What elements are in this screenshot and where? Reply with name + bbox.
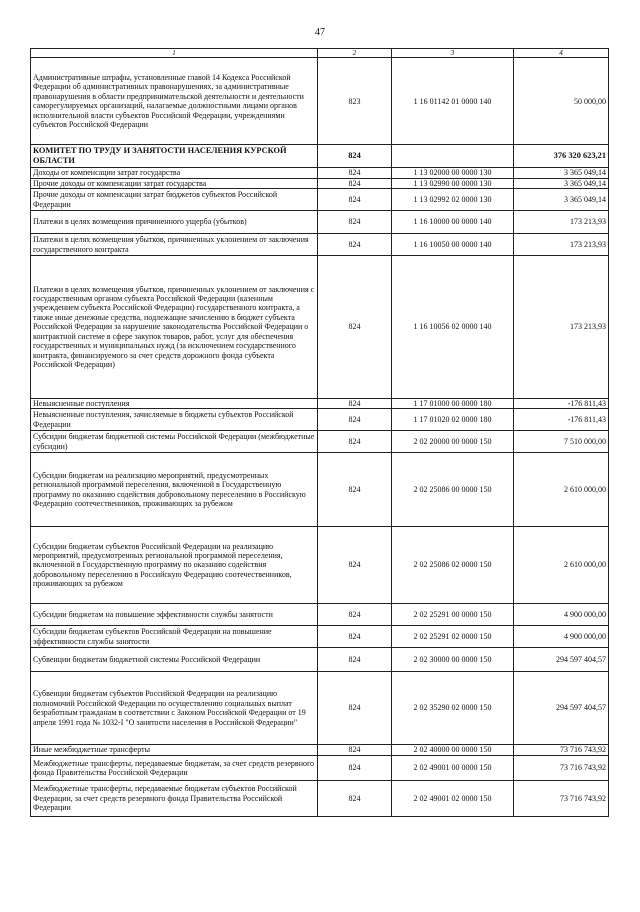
amount-cell: 4 900 000,00 xyxy=(514,604,609,626)
budget-classification-code-cell: 2 02 30000 00 0000 150 xyxy=(392,648,514,672)
admin-code-cell: 824 xyxy=(318,399,392,409)
budget-classification-code-cell: 1 16 01142 01 0000 140 xyxy=(392,58,514,145)
amount-cell: 2 610 000,00 xyxy=(514,453,609,527)
admin-code-cell: 824 xyxy=(318,648,392,672)
budget-classification-code-cell: 2 02 40000 00 0000 150 xyxy=(392,745,514,756)
amount-cell: 173 213,93 xyxy=(514,256,609,399)
budget-classification-code-cell: 1 16 10050 00 0000 140 xyxy=(392,234,514,256)
table-row xyxy=(31,672,609,745)
column-header-2: 2 xyxy=(318,49,392,58)
table-row xyxy=(31,189,609,211)
revenue-name-cell: Субсидии бюджетам на повышение эффективности службы занятости xyxy=(31,604,318,626)
column-number-header xyxy=(31,49,609,58)
table-row xyxy=(31,399,609,409)
revenue-name-cell: Субсидии бюджетам субъектов Российской Федерации на повышение эффективности службы занятости xyxy=(31,626,318,648)
budget-classification-code-cell: 2 02 49001 00 0000 150 xyxy=(392,756,514,781)
admin-code-cell: 824 xyxy=(318,256,392,399)
amount-cell: 7 510 000,00 xyxy=(514,431,609,453)
table-row xyxy=(31,626,609,648)
admin-code-cell: 824 xyxy=(318,189,392,211)
amount-cell: 3 365 049,14 xyxy=(514,189,609,211)
column-header-4: 4 xyxy=(514,49,609,58)
amount-cell: 2 610 000,00 xyxy=(514,527,609,604)
amount-cell: 73 716 743,92 xyxy=(514,745,609,756)
table-row xyxy=(31,409,609,431)
amount-cell: 50 000,00 xyxy=(514,58,609,145)
table-row xyxy=(31,453,609,527)
admin-code-cell: 824 xyxy=(318,234,392,256)
revenue-name-cell: Субвенции бюджетам субъектов Российской Федерации на реализацию полномочий Российской Федерации по осуществлению социальных выплат безработным гражданам в соответствии с Законом Российской Федерации от 19 апреля 1991 года № 1032-I "О занятости населения в Российской Федерации" xyxy=(31,672,318,745)
admin-code-cell: 824 xyxy=(318,431,392,453)
budget-revenue-table xyxy=(30,48,609,817)
budget-classification-code-cell: 2 02 25086 00 0000 150 xyxy=(392,453,514,527)
revenue-name-cell: Прочие доходы от компенсации затрат бюджетов субъектов Российской Федерации xyxy=(31,189,318,211)
budget-classification-code-cell: 2 02 25086 02 0000 150 xyxy=(392,527,514,604)
revenue-name-cell: Межбюджетные трансферты, передаваемые бюджетам, за счет средств резервного фонда Правительства Российской Федерации xyxy=(31,756,318,781)
budget-classification-code-cell: 1 16 10056 02 0000 140 xyxy=(392,256,514,399)
revenue-name-cell: Платежи в целях возмещения причиненного ущерба (убытков) xyxy=(31,211,318,234)
amount-cell: 294 597 404,57 xyxy=(514,648,609,672)
page-number: 47 xyxy=(315,27,325,38)
table-row xyxy=(31,178,609,188)
amount-cell: 73 716 743,92 xyxy=(514,756,609,781)
revenue-name-cell: Платежи в целях возмещения убытков, причиненных уклонением от заключения с государственным органом субъекта Российской Федерации (казенным учреждением субъекта Российской Федерации) государственного контракта, а также иные денежные средства, подлежащие зачислению в бюджет субъекта Российской Федерации за нарушение законодательства Российской Федерации о контрактной системе в сфере закупок товаров, работ, услуг для обеспечения государственных и муниципальных нужд (за исключением государственного контракта, финансируемого за счет средств дорожного фонда субъекта Российской Федерации) xyxy=(31,256,318,399)
amount-cell: 3 365 049,14 xyxy=(514,178,609,188)
amount-cell: 294 597 404,57 xyxy=(514,672,609,745)
revenue-name-cell: Прочие доходы от компенсации затрат государства xyxy=(31,178,318,188)
amount-cell: 173 213,93 xyxy=(514,211,609,234)
revenue-name-cell: Доходы от компенсации затрат государства xyxy=(31,168,318,178)
admin-code-cell: 824 xyxy=(318,409,392,431)
budget-classification-code-cell xyxy=(392,145,514,168)
budget-classification-code-cell: 1 16 10000 00 0000 140 xyxy=(392,211,514,234)
admin-code-cell: 824 xyxy=(318,626,392,648)
table-row xyxy=(31,211,609,234)
admin-code-cell: 824 xyxy=(318,745,392,756)
table-row xyxy=(31,58,609,145)
amount-cell: 3 365 049,14 xyxy=(514,168,609,178)
column-header-3: 3 xyxy=(392,49,514,58)
revenue-name-cell: Субвенции бюджетам бюджетной системы Российской Федерации xyxy=(31,648,318,672)
revenue-name-cell: Невыясненные поступления, зачисляемые в бюджеты субъектов Российской Федерации xyxy=(31,409,318,431)
table-row xyxy=(31,145,609,168)
admin-code-cell: 824 xyxy=(318,672,392,745)
table-row xyxy=(31,604,609,626)
budget-classification-code-cell: 2 02 49001 02 0000 150 xyxy=(392,781,514,817)
admin-code-cell: 824 xyxy=(318,211,392,234)
table-row xyxy=(31,256,609,399)
budget-classification-code-cell: 2 02 35290 02 0000 150 xyxy=(392,672,514,745)
revenue-name-cell: Субсидии бюджетам субъектов Российской Федерации на реализацию мероприятий, предусмотренных региональной программой переселения, включенной в Государственную программу по оказанию содействия добровольному переселению в Российскую Федерацию соотечественников, проживающих за рубежом xyxy=(31,527,318,604)
table-row xyxy=(31,745,609,756)
table-row xyxy=(31,781,609,817)
budget-classification-code-cell: 1 17 01000 00 0000 180 xyxy=(392,399,514,409)
table-row xyxy=(31,648,609,672)
admin-code-cell: 824 xyxy=(318,527,392,604)
revenue-name-cell: Иные межбюджетные трансферты xyxy=(31,745,318,756)
revenue-name-cell: Субсидии бюджетам на реализацию мероприятий, предусмотренных региональной программой переселения, включенной в Государственную программу по оказанию содействия добровольному переселению в Российскую Федерацию соотечественников, проживающих за рубежом xyxy=(31,453,318,527)
revenue-name-cell: Межбюджетные трансферты, передаваемые бюджетам субъектов Российской Федерации, за счет средств резервного фонда Правительства Российской Федерации xyxy=(31,781,318,817)
table-row xyxy=(31,168,609,178)
revenue-name-cell: КОМИТЕТ ПО ТРУДУ И ЗАНЯТОСТИ НАСЕЛЕНИЯ КУРСКОЙ ОБЛАСТИ xyxy=(31,145,318,168)
budget-classification-code-cell: 1 13 02992 02 0000 130 xyxy=(392,189,514,211)
amount-cell: 73 716 743,92 xyxy=(514,781,609,817)
amount-cell: -176 811,43 xyxy=(514,409,609,431)
amount-cell: 173 213,93 xyxy=(514,234,609,256)
admin-code-cell: 824 xyxy=(318,453,392,527)
admin-code-cell: 824 xyxy=(318,604,392,626)
amount-cell: -176 811,43 xyxy=(514,399,609,409)
budget-classification-code-cell: 2 02 25291 00 0000 150 xyxy=(392,604,514,626)
admin-code-cell: 823 xyxy=(318,58,392,145)
budget-classification-code-cell: 1 13 02000 00 0000 130 xyxy=(392,168,514,178)
revenue-name-cell: Невыясненные поступления xyxy=(31,399,318,409)
budget-classification-code-cell: 2 02 20000 00 0000 150 xyxy=(392,431,514,453)
amount-cell: 4 900 000,00 xyxy=(514,626,609,648)
revenue-name-cell: Платежи в целях возмещения убытков, причиненных уклонением от заключения государственного контракта xyxy=(31,234,318,256)
admin-code-cell: 824 xyxy=(318,781,392,817)
revenue-name-cell: Субсидии бюджетам бюджетной системы Российской Федерации (межбюджетные субсидии) xyxy=(31,431,318,453)
revenue-name-cell: Административные штрафы, установленные главой 14 Кодекса Российской Федерации об административных правонарушениях, за административные правонарушения в области предпринимательской деятельности и деятельности саморегулируемых организаций, налагаемые должностными лицами органов исполнительной власти субъектов Российской Федерации, учреждениями субъектов Российской Федерации xyxy=(31,58,318,145)
budget-classification-code-cell: 2 02 25291 02 0000 150 xyxy=(392,626,514,648)
column-header-1: 1 xyxy=(31,49,318,58)
budget-classification-code-cell: 1 13 02990 00 0000 130 xyxy=(392,178,514,188)
table-row xyxy=(31,431,609,453)
admin-code-cell: 824 xyxy=(318,756,392,781)
budget-classification-code-cell: 1 17 01020 02 0000 180 xyxy=(392,409,514,431)
admin-code-cell: 824 xyxy=(318,178,392,188)
table-row xyxy=(31,234,609,256)
admin-code-cell: 824 xyxy=(318,168,392,178)
table-row xyxy=(31,756,609,781)
admin-code-cell: 824 xyxy=(318,145,392,168)
table-row xyxy=(31,527,609,604)
amount-cell: 376 320 623,21 xyxy=(514,145,609,168)
